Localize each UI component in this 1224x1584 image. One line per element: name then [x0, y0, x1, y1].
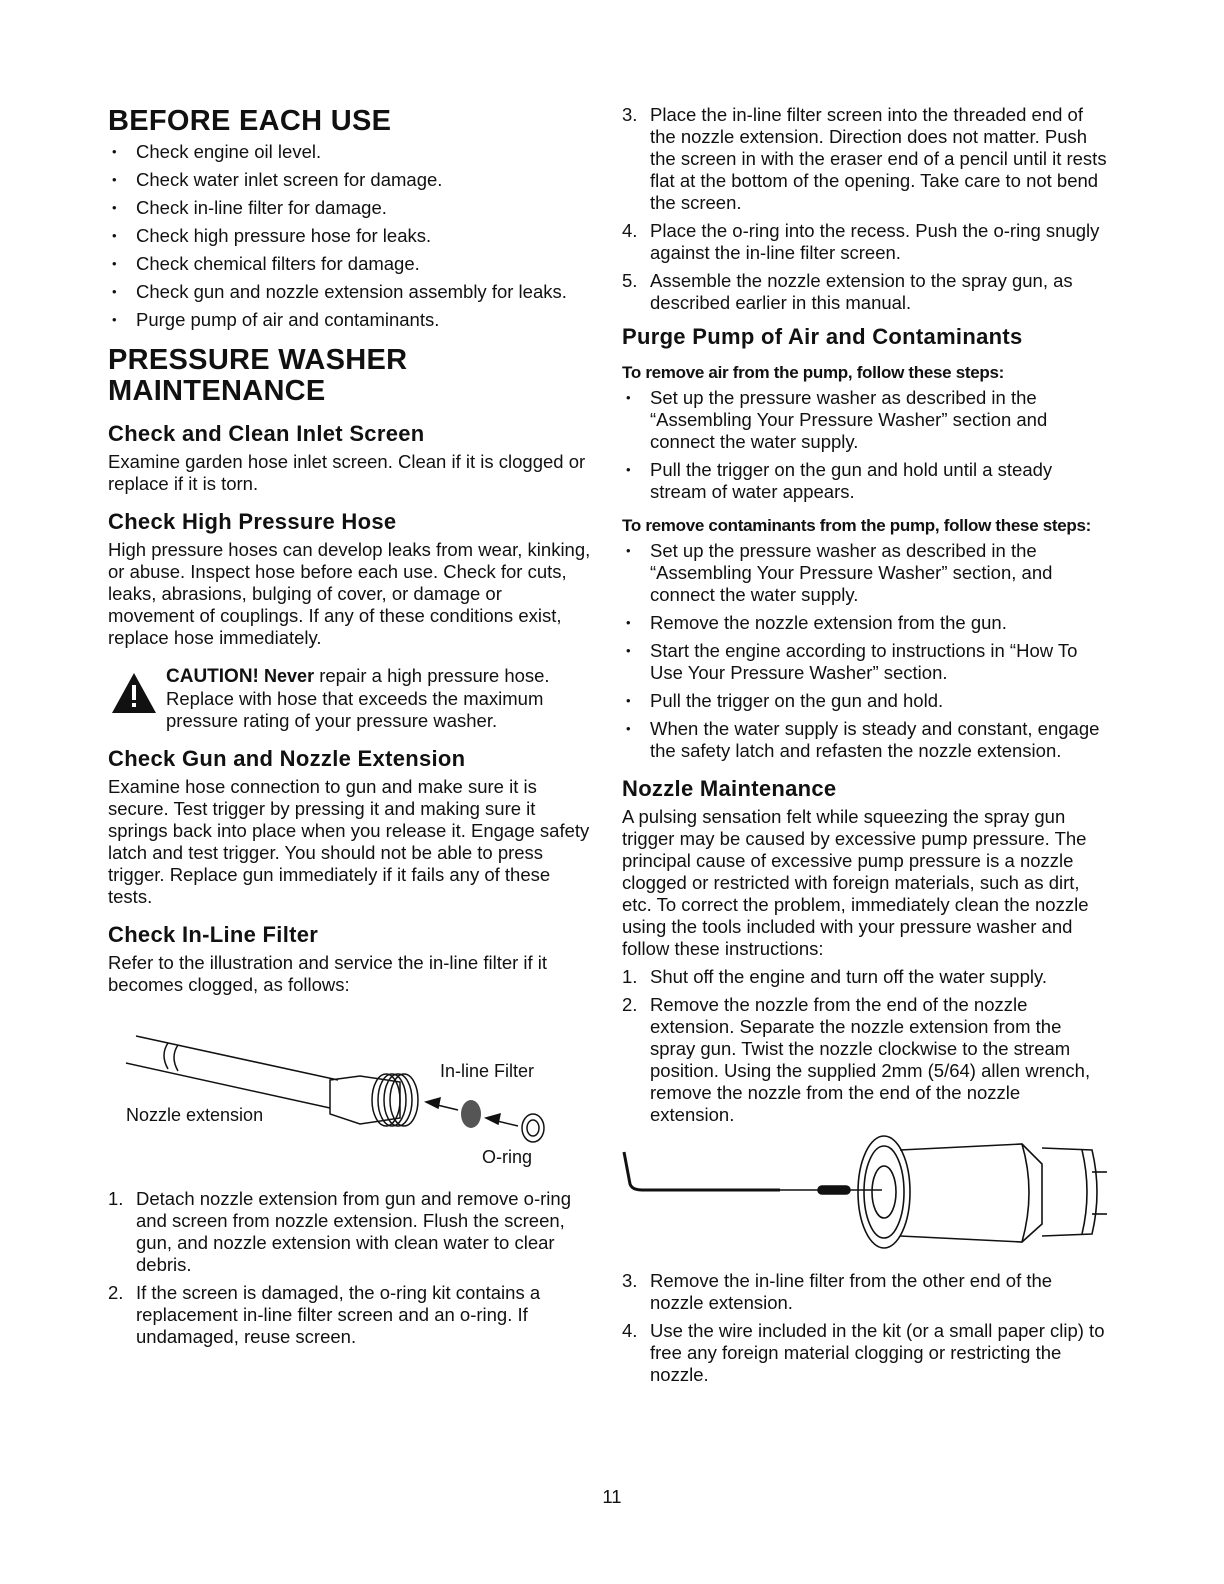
step-number: 1. [108, 1188, 124, 1209]
remove-air-steps [622, 387, 1107, 503]
list-item: • When the water supply is steady and constant, engage the safety latch and refasten the nozzle extension. [622, 718, 1107, 762]
list-item: • Remove the nozzle extension from the gun. [622, 612, 1107, 634]
step-number: 2. [622, 994, 638, 1015]
remove-contaminants-subheading: To remove contaminants from the pump, follow these steps: [622, 516, 1092, 535]
gun-nozzle-heading: Check Gun and Nozzle Extension [108, 746, 466, 771]
right-column [622, 104, 1107, 1392]
numbered-step [622, 966, 1107, 988]
list-item: • Check engine oil level. [108, 141, 593, 163]
nozzle-maintenance-heading: Nozzle Maintenance [622, 776, 837, 801]
caution-text: repair a high pressure hose. Replace with hose that exceeds the maximum pressure rating of your pressure washer. [166, 665, 550, 731]
step-number: 2. [108, 1282, 124, 1303]
numbered-step [622, 994, 1107, 1126]
step-text: Shut off the engine and turn off the water supply. [650, 966, 1048, 987]
numbered-step [622, 104, 1107, 214]
inlet-screen-heading: Check and Clean Inlet Screen [108, 421, 425, 446]
nozzle-steps-continued [622, 1270, 1107, 1386]
list-item: • Check chemical filters for damage. [108, 253, 593, 275]
list-item: • Check gun and nozzle extension assembly for leaks. [108, 281, 593, 303]
inline-filter-label: In-line Filter [440, 1061, 535, 1081]
caution-never: Never [264, 666, 315, 686]
step-text: Use the wire included in the kit (or a small paper clip) to free any foreign material clogging or restricting the nozzle. [650, 1320, 1105, 1385]
list-item: • Purge pump of air and contaminants. [108, 309, 593, 331]
high-pressure-hose-heading: Check High Pressure Hose [108, 509, 397, 534]
nozzle-cleaning-illustration [622, 1134, 1107, 1264]
maintenance-heading-line1: PRESSURE WASHER [108, 344, 408, 376]
inline-filter-text: Refer to the illustration and service the in-line filter if it becomes clogged, as follows: [108, 952, 548, 995]
step-text: Remove the nozzle from the end of the nozzle extension. Separate the nozzle extension from the spray gun. Twist the nozzle clockwise to the stream position. Using the supplied 2mm (5/64) allen wrench, remove the nozzle from the end of the nozzle extension. [650, 994, 1091, 1125]
before-each-use-heading: BEFORE EACH USE [108, 105, 392, 137]
step-number: 1. [622, 966, 638, 987]
numbered-step [622, 270, 1107, 314]
allen-wrench-nozzle-drawing [622, 1134, 1107, 1259]
nozzle-extension-label: Nozzle extension [126, 1105, 264, 1125]
step-number: 3. [622, 1270, 638, 1291]
step-number: 3. [622, 104, 638, 125]
step-text: Detach nozzle extension from gun and remove o-ring and screen from nozzle extension. Flush the screen, gun, and nozzle extension with clean water to clear debris. [136, 1188, 571, 1275]
numbered-step [108, 1188, 593, 1276]
numbered-step [108, 1282, 593, 1348]
list-item: • Check in-line filter for damage. [108, 197, 593, 219]
caution-label: CAUTION! [166, 666, 259, 687]
numbered-step [622, 1270, 1107, 1314]
gun-nozzle-text: Examine hose connection to gun and make sure it is secure. Test trigger by pressing it and making sure it springs back into place when you release it. Engage safety latch and test trigger. You should not be able to press trigger. Replace gun immediately if it fails any of these tests. [108, 776, 590, 907]
nozzle-steps [622, 966, 1107, 1126]
step-number: 4. [622, 1320, 638, 1341]
step-number: 4. [622, 220, 638, 241]
warning-triangle-icon [112, 673, 156, 713]
left-column [108, 100, 593, 1354]
step-text: If the screen is damaged, the o-ring kit contains a replacement in-line filter screen and an o-ring. If undamaged, reuse screen. [136, 1282, 541, 1347]
list-item: • Start the engine according to instructions in “How To Use Your Pressure Washer” section. [622, 640, 1107, 684]
high-pressure-hose-text: High pressure hoses can develop leaks from wear, kinking, or abuse. Inspect hose before each use. Check for cuts, leaks, abrasions, bulging of cover, or damage or movement of couplings. If any of these conditions exist, replace hose immediately. [108, 539, 591, 648]
step-number: 5. [622, 270, 638, 291]
inlet-screen-text: Examine garden hose inlet screen. Clean if it is clogged or replace if it is torn. [108, 451, 586, 494]
numbered-step [622, 1320, 1107, 1386]
maintenance-heading-line2: MAINTENANCE [108, 375, 326, 407]
inline-filter-illustration [108, 1008, 593, 1178]
list-item: • Check high pressure hose for leaks. [108, 225, 593, 247]
remove-contaminants-steps [622, 540, 1107, 762]
purge-pump-heading: Purge Pump of Air and Contaminants [622, 324, 1023, 349]
list-item: • Check water inlet screen for damage. [108, 169, 593, 191]
before-use-checklist [108, 141, 593, 331]
list-item: • Pull the trigger on the gun and hold. [622, 690, 1107, 712]
caution-notice [108, 665, 593, 732]
o-ring-label: O-ring [482, 1147, 533, 1167]
inline-filter-steps-continued [622, 104, 1107, 314]
step-text: Assemble the nozzle extension to the spray gun, as described earlier in this manual. [650, 270, 1073, 313]
inline-filter-steps [108, 1188, 593, 1348]
step-text: Remove the in-line filter from the other end of the nozzle extension. [650, 1270, 1053, 1313]
numbered-step [622, 220, 1107, 264]
list-item: • Pull the trigger on the gun and hold until a steady stream of water appears. [622, 459, 1107, 503]
remove-air-subheading: To remove air from the pump, follow these steps: [622, 363, 1005, 382]
filter-screen-icon [461, 1100, 481, 1128]
inline-filter-heading: Check In-Line Filter [108, 922, 319, 947]
nozzle-maintenance-text: A pulsing sensation felt while squeezing the spray gun trigger may be caused by excessive pump pressure. The principal cause of excessive pump pressure is a nozzle clogged or restricted with foreign materials, such as dirt, etc. To correct the problem, immediately clean the nozzle using the tools included with your pressure washer and follow these instructions: [622, 806, 1089, 959]
step-text: Place the in-line filter screen into the threaded end of the nozzle extension. Direction does not matter. Push the screen in with the eraser end of a pencil until it rests flat at the bottom of the opening. Take care to not bend the screen. [650, 104, 1107, 213]
list-item: • Set up the pressure washer as described in the “Assembling Your Pressure Washer” section and connect the water supply. [622, 387, 1107, 453]
list-item: • Set up the pressure washer as described in the “Assembling Your Pressure Washer” section, and connect the water supply. [622, 540, 1107, 606]
page-number: 11 [602, 1486, 622, 1507]
step-text: Place the o-ring into the recess. Push the o-ring snugly against the in-line filter screen. [650, 220, 1100, 263]
